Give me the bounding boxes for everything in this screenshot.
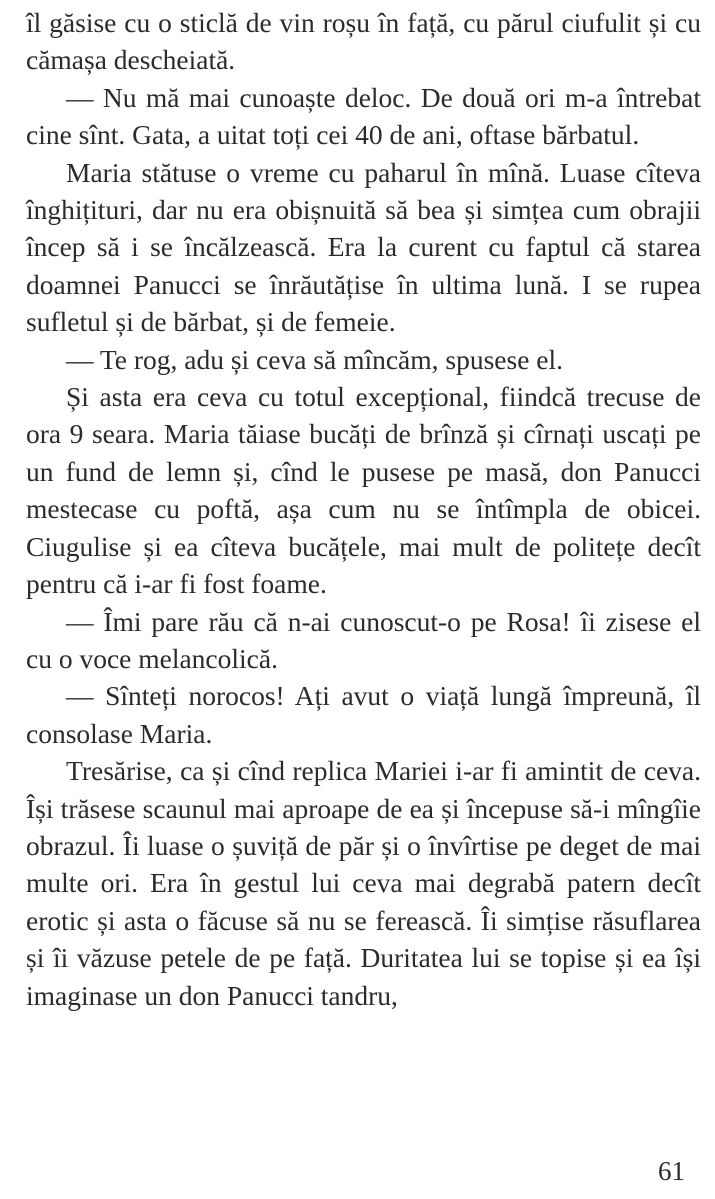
paragraph: Tresărise, ca și cînd replica Mariei i-ar fi amintit de ceva. Își trăsese scaunul mai aproape de ea și începuse să-i mîngîie obrazul. Îi luase o șuviță de păr și o învîrtise pe deget de mai multe ori. Era în gestul lui ceva mai degrabă patern decît erotic și asta o făcuse să nu se ferească. Îi simțise răsuflarea și îi văzuse petele de pe față. Duritatea lui se topise și ea își imaginase un don Panucci tandru, [26,755,701,1011]
paragraph: — Te rog, adu și ceva să mîncăm, spusese el. [66,343,564,375]
paragraph: — Nu mă mai cunoaște deloc. De două ori m-a întrebat cine sînt. Gata, a uitat toți cei 40 de ani, oftase bărbatul. [26,81,701,151]
body-text [26,4,701,1014]
paragraph: Și asta era ceva cu totul excepțional, fiindcă trecuse de ora 9 seara. Maria tăiase bucăți de brînză și cîrnați uscați pe un fund de lemn și, cînd le pusese pe masă, don Panucci mestecase cu poftă, așa cum nu se întîmpla de obicei. Ciugulise și ea cîteva bucățele, mai mult de politețe decît pentru că i-ar fi fost foame. [26,381,701,600]
paragraph: — Îmi pare rău că n-ai cunoscut-o pe Rosa! îi zisese el cu o voce melancolică. [26,605,701,674]
page-number: 61 [658,1156,685,1186]
paragraph: Maria stătuse o vreme cu paharul în mînă. Luase cîteva înghițituri, dar nu era obișnuită să bea și simțea cum obrajii încep să i se încălzească. Era la curent cu faptul că starea doamnei Panucci se înrăutățise în ultima lună. I se rupea sufletul și de bărbat, și de femeie. [26,156,701,338]
paragraph: îl găsise cu o sticlă de vin roșu în față, cu părul ciufulit și cu cămașa descheiată. [26,7,701,76]
paragraph: — Sînteți norocos! Ați avut o viață lungă împreună, îl consolase Maria. [26,680,701,749]
